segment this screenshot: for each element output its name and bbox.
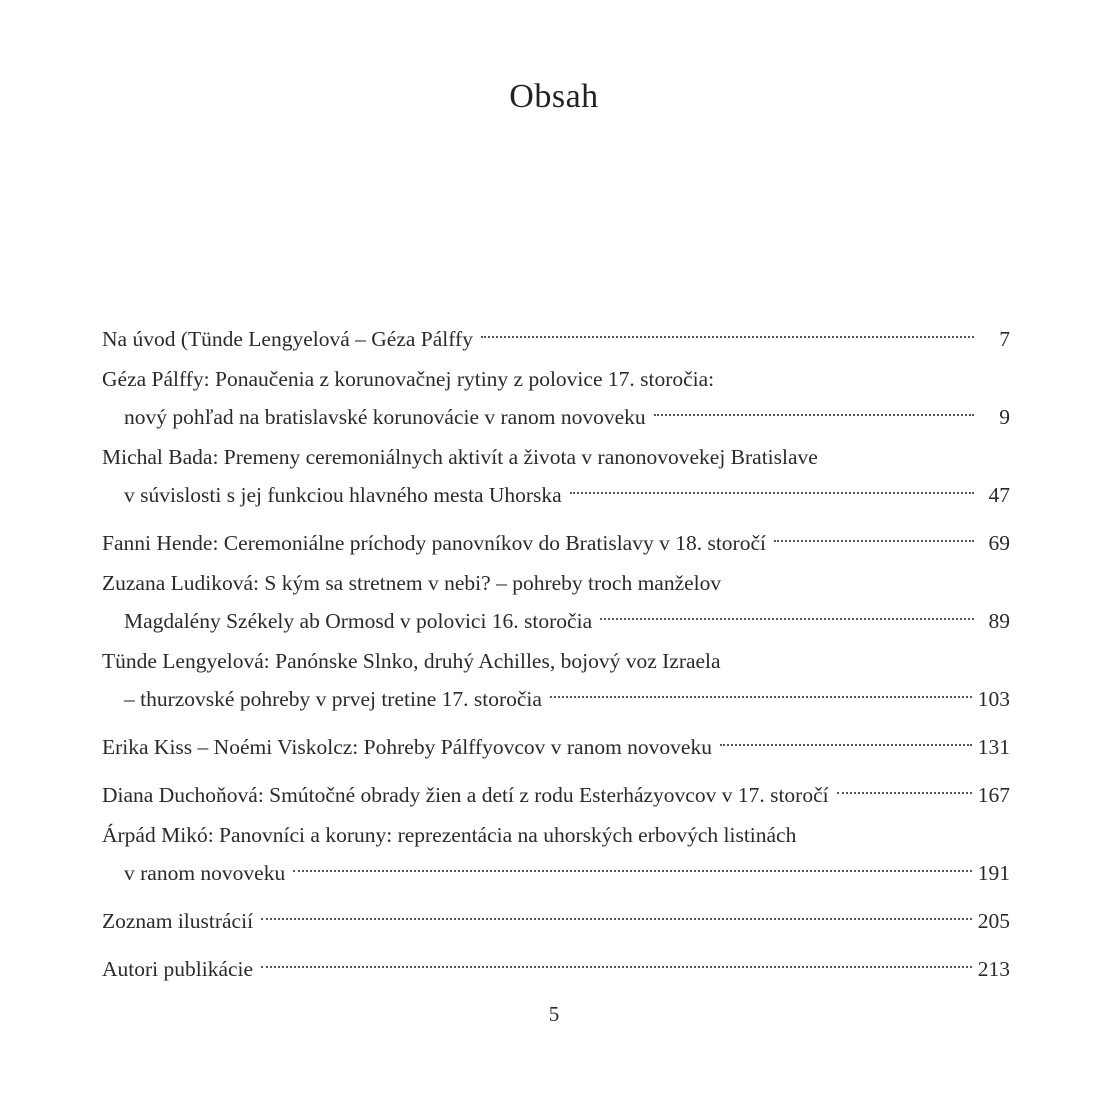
toc-entry-text: v súvislosti s jej funkciou hlavného mesta Uhorska	[124, 483, 562, 507]
toc-entry-text: Magdalény Székely ab Ormosd v polovici 16. storočia	[124, 609, 593, 633]
toc-entry-line	[102, 772, 1010, 810]
toc-page-number: 103	[977, 687, 1010, 711]
toc-entry[interactable]	[102, 724, 1010, 762]
toc-entry-text: Erika Kiss – Noémi Viskolcz: Pohreby Pálffyovcov v ranom novoveku	[102, 735, 712, 759]
toc-entry-line	[102, 724, 1010, 762]
toc-entry-text: Zoznam ilustrácií	[102, 909, 254, 933]
toc-page-number: 47	[988, 483, 1010, 507]
dot-leader	[261, 946, 972, 976]
dot-leader	[600, 598, 974, 628]
toc-entry-text: Árpád Mikó: Panovníci a koruny: reprezentácia na uhorských erbových listinách	[102, 823, 797, 847]
toc-entry-text: Michal Bada: Premeny ceremoniálnych aktivít a života v ranonovovekej Bratislave	[102, 445, 818, 469]
toc-entry-line	[102, 820, 1010, 850]
toc-entry[interactable]	[102, 568, 1010, 636]
toc-entry-line	[102, 946, 1010, 984]
toc-entry[interactable]	[102, 898, 1010, 936]
toc-entry-line	[102, 472, 1010, 510]
toc-entry-line	[102, 850, 1010, 888]
toc-entry-text: Géza Pálffy: Ponaučenia z korunovačnej rytiny z polovice 17. storočia:	[102, 367, 715, 391]
page-number: 5	[548, 1002, 560, 1026]
toc-page-number: 167	[977, 783, 1010, 807]
toc-entry-text: Tünde Lengyelová: Panónske Slnko, druhý Achilles, bojový voz Izraela	[102, 649, 721, 673]
toc-page-number: 69	[988, 531, 1010, 555]
dot-leader	[550, 676, 972, 706]
toc-page-number: 131	[977, 735, 1010, 759]
toc-entry-line	[102, 394, 1010, 432]
toc-page-number: 213	[977, 957, 1010, 981]
toc-entry[interactable]	[102, 316, 1010, 354]
toc-entry-text: Zuzana Ludiková: S kým sa stretnem v nebi? – pohreby troch manželov	[102, 571, 722, 595]
toc-entry-line	[102, 676, 1010, 714]
toc-entry-text: v ranom novoveku	[124, 861, 286, 885]
dot-leader	[261, 898, 972, 928]
toc-entry-line	[102, 316, 1010, 354]
dot-leader	[570, 472, 974, 502]
toc-page-number: 7	[999, 327, 1010, 351]
dot-leader	[654, 394, 974, 424]
dot-leader	[774, 520, 974, 550]
toc-entry-line	[102, 598, 1010, 636]
toc-entry[interactable]	[102, 364, 1010, 432]
toc-entry[interactable]	[102, 946, 1010, 984]
toc-entry-text: Diana Duchoňová: Smútočné obrady žien a detí z rodu Esterházyovcov v 17. storočí	[102, 783, 829, 807]
toc-page-number: 89	[988, 609, 1010, 633]
dot-leader	[720, 724, 972, 754]
toc-entry[interactable]	[102, 772, 1010, 810]
toc-entry-text: Na úvod (Tünde Lengyelová – Géza Pálffy	[102, 327, 473, 351]
toc-entry-line	[102, 364, 1010, 394]
dot-leader	[481, 316, 974, 346]
toc-entry-text: – thurzovské pohreby v prvej tretine 17. storočia	[124, 687, 542, 711]
toc-entry-text: nový pohľad na bratislavské korunovácie v ranom novoveku	[124, 405, 646, 429]
toc-entry[interactable]	[102, 442, 1010, 510]
toc-entry[interactable]	[102, 820, 1010, 888]
toc-entry[interactable]	[102, 520, 1010, 558]
page-title: Obsah	[509, 78, 599, 115]
dot-leader	[293, 850, 972, 880]
toc-entry-text: Fanni Hende: Ceremoniálne príchody panovníkov do Bratislavy v 18. storočí	[102, 531, 766, 555]
toc-entry-line	[102, 568, 1010, 598]
toc-entry-line	[102, 442, 1010, 472]
toc-entry[interactable]	[102, 646, 1010, 714]
toc-page-number: 205	[977, 909, 1010, 933]
toc-page-number: 9	[999, 405, 1010, 429]
toc-entry-text: Autori publikácie	[102, 957, 254, 981]
toc-entry-line	[102, 898, 1010, 936]
dot-leader	[837, 772, 972, 802]
toc-entry-line	[102, 646, 1010, 676]
toc-page-number: 191	[977, 861, 1010, 885]
table-of-contents	[102, 316, 1010, 994]
toc-entry-line	[102, 520, 1010, 558]
